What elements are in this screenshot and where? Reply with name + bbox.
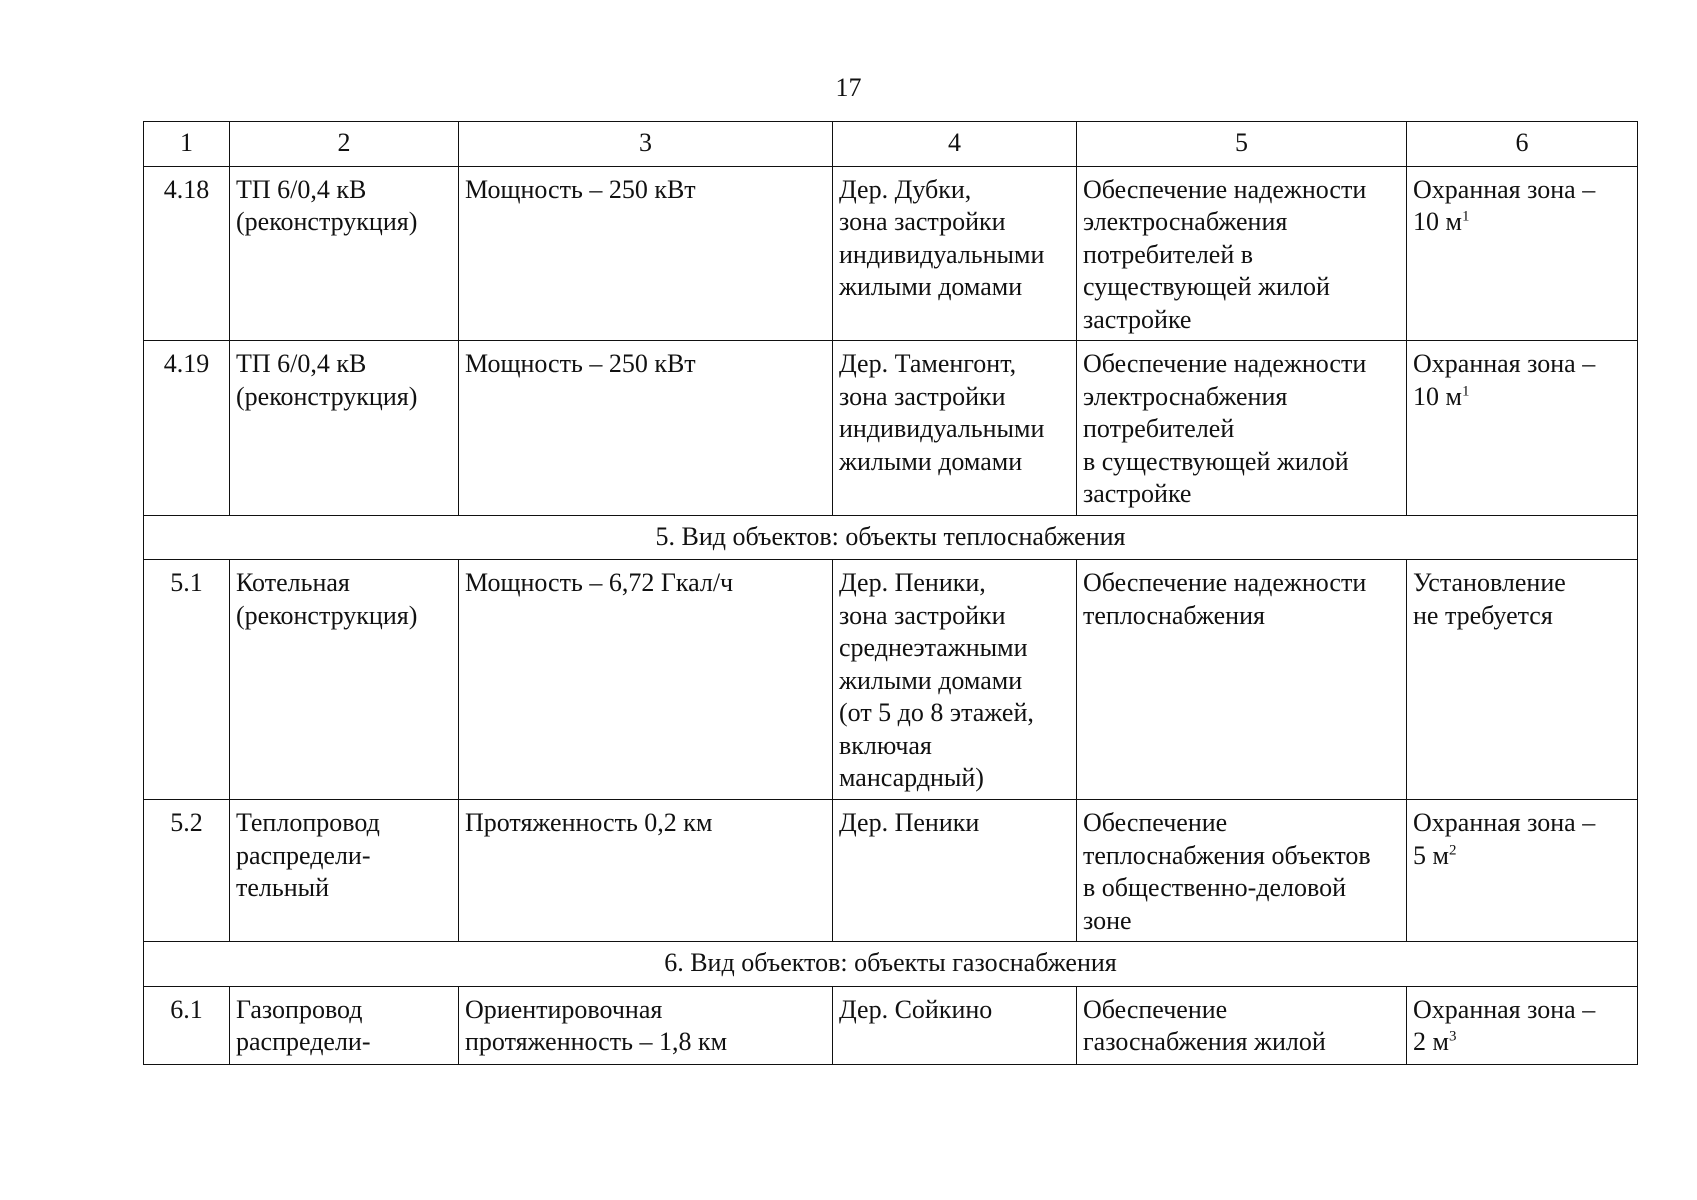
protection-zone-line: Охранная зона – — [1413, 349, 1596, 378]
object-name-line: Газопровод — [236, 994, 363, 1024]
table-row — [144, 560, 1638, 800]
object-name-cell — [230, 986, 459, 1064]
protection-zone-cell — [1407, 560, 1638, 800]
object-purpose-cell — [1077, 166, 1407, 341]
object-location-cell — [833, 800, 1077, 942]
page-number: 17 — [835, 73, 862, 102]
protection-zone-cell — [1407, 166, 1638, 341]
object-location-line: жилыми домами — [839, 272, 1023, 301]
row-number-cell: 4.18 — [144, 166, 230, 341]
protection-zone-line: Установление — [1413, 568, 1566, 597]
object-purpose-line: газоснабжения жилой — [1083, 1027, 1326, 1056]
objects-table — [143, 121, 1638, 1065]
object-location-line: (от 5 до 8 этажей, — [839, 698, 1034, 727]
footnote-marker: 1 — [1461, 208, 1470, 225]
section-title: 6. Вид объектов: объекты газоснабжения — [144, 942, 1638, 987]
object-purpose-cell — [1077, 560, 1407, 800]
object-purpose-cell — [1077, 986, 1407, 1064]
object-purpose-line: электроснабжения — [1083, 207, 1288, 236]
protection-zone-line: 2 м$^3$ — [1413, 1027, 1457, 1056]
object-location-line: индивидуальными — [839, 414, 1045, 443]
object-purpose-line: существующей жилой — [1083, 272, 1330, 301]
object-name-cell — [230, 341, 459, 516]
column-number-cell: 6 — [1407, 122, 1638, 167]
object-name-line: ТП 6/0,4 кВ — [236, 174, 367, 204]
object-location-line: зона застройки — [839, 600, 1006, 630]
section-row — [144, 942, 1638, 987]
protection-zone-cell — [1407, 341, 1638, 516]
column-number-cell: 5 — [1077, 122, 1407, 167]
protection-zone-line: Охранная зона – — [1413, 174, 1596, 204]
object-purpose-line: потребителей в — [1083, 239, 1254, 269]
object-purpose-line: электроснабжения — [1083, 381, 1288, 411]
object-parameters-cell — [459, 166, 833, 341]
object-purpose-line: Обеспечение — [1083, 808, 1228, 837]
object-purpose-line: Обеспечение — [1083, 994, 1228, 1024]
object-location-line: зона застройки — [839, 207, 1006, 236]
object-purpose-line: Обеспечение надежности — [1083, 349, 1367, 378]
object-location-line: мансардный) — [839, 763, 984, 792]
object-purpose-line: зоне — [1083, 905, 1132, 935]
object-name-line: распредели- — [236, 1027, 371, 1056]
protection-zone-line: 10 м$^1$ — [1413, 207, 1470, 236]
object-parameters-line: Мощность – 6,72 Гкал/ч — [465, 568, 734, 597]
row-number-cell: 4.19 — [144, 341, 230, 516]
object-parameters-cell — [459, 800, 833, 942]
object-purpose-cell — [1077, 341, 1407, 516]
object-name-line: (реконструкция) — [236, 381, 418, 411]
object-purpose-line: Обеспечение надежности — [1083, 568, 1367, 597]
object-name-line: (реконструкция) — [236, 207, 418, 236]
row-number-cell: 5.2 — [144, 800, 230, 942]
object-location-line: Дер. Таменгонт, — [839, 349, 1017, 378]
object-name-line: Котельная — [236, 568, 350, 597]
table-row — [144, 341, 1638, 516]
object-purpose-line: потребителей — [1083, 414, 1235, 443]
object-location-line: Дер. Дубки, — [839, 174, 972, 204]
row-number-cell: 6.1 — [144, 986, 230, 1064]
object-parameters-line: протяженность – 1,8 км — [465, 1027, 728, 1056]
object-name-line: тельный — [236, 873, 330, 902]
object-location-line: Дер. Пеники, — [839, 568, 986, 597]
table-row — [144, 166, 1638, 341]
object-purpose-cell — [1077, 800, 1407, 942]
object-location-line: среднеэтажными — [839, 633, 1028, 662]
object-name-cell — [230, 166, 459, 341]
protection-zone-line: не требуется — [1413, 600, 1553, 630]
protection-zone-cell — [1407, 800, 1638, 942]
object-location-line: Дер. Сойкино — [839, 994, 993, 1024]
object-name-line: (реконструкция) — [236, 600, 418, 630]
object-purpose-line: застройке — [1083, 479, 1192, 508]
object-purpose-line: застройке — [1083, 304, 1192, 334]
section-row — [144, 515, 1638, 560]
object-parameters-cell — [459, 560, 833, 800]
object-name-cell — [230, 800, 459, 942]
object-purpose-line: в существующей жилой — [1083, 446, 1349, 476]
footnote-marker: 1 — [1461, 382, 1470, 399]
object-purpose-line: теплоснабжения — [1083, 600, 1265, 630]
section-title: 5. Вид объектов: объекты теплоснабжения — [144, 515, 1638, 560]
column-number-cell: 1 — [144, 122, 230, 167]
object-name-line: распредели- — [236, 840, 371, 870]
column-number-cell: 3 — [459, 122, 833, 167]
object-parameters-line: Ориентировочная — [465, 994, 663, 1024]
protection-zone-line: Охранная зона – — [1413, 808, 1596, 837]
protection-zone-cell — [1407, 986, 1638, 1064]
footnote-marker: 2 — [1448, 841, 1457, 858]
object-location-cell — [833, 341, 1077, 516]
object-location-line: жилыми домами — [839, 665, 1023, 695]
object-location-line: индивидуальными — [839, 239, 1045, 269]
object-location-cell — [833, 560, 1077, 800]
object-parameters-cell — [459, 986, 833, 1064]
protection-zone-line: 10 м$^1$ — [1413, 381, 1470, 411]
column-number-cell: 4 — [833, 122, 1077, 167]
table-body — [144, 122, 1638, 1065]
object-name-line: Теплопровод — [236, 808, 380, 837]
table-row — [144, 986, 1638, 1064]
object-name-cell — [230, 560, 459, 800]
object-parameters-line: Протяженность 0,2 км — [465, 808, 713, 837]
object-location-line: включая — [839, 730, 932, 760]
object-parameters-cell — [459, 341, 833, 516]
column-number-cell: 2 — [230, 122, 459, 167]
table-row — [144, 800, 1638, 942]
object-location-line: зона застройки — [839, 381, 1006, 411]
object-parameters-line: Мощность – 250 кВт — [465, 174, 696, 204]
object-purpose-line: теплоснабжения объектов — [1083, 840, 1371, 870]
object-name-line: ТП 6/0,4 кВ — [236, 349, 367, 378]
protection-zone-line: 5 м$^2$ — [1413, 840, 1457, 870]
object-purpose-line: в общественно-деловой — [1083, 873, 1347, 902]
object-location-line: Дер. Пеники — [839, 808, 980, 837]
object-location-cell — [833, 166, 1077, 341]
object-location-line: жилыми домами — [839, 446, 1023, 476]
object-parameters-line: Мощность – 250 кВт — [465, 349, 696, 378]
row-number-cell: 5.1 — [144, 560, 230, 800]
footnote-marker: 3 — [1448, 1028, 1457, 1045]
object-location-cell — [833, 986, 1077, 1064]
column-number-row — [144, 122, 1638, 167]
object-purpose-line: Обеспечение надежности — [1083, 174, 1367, 204]
protection-zone-line: Охранная зона – — [1413, 994, 1596, 1024]
